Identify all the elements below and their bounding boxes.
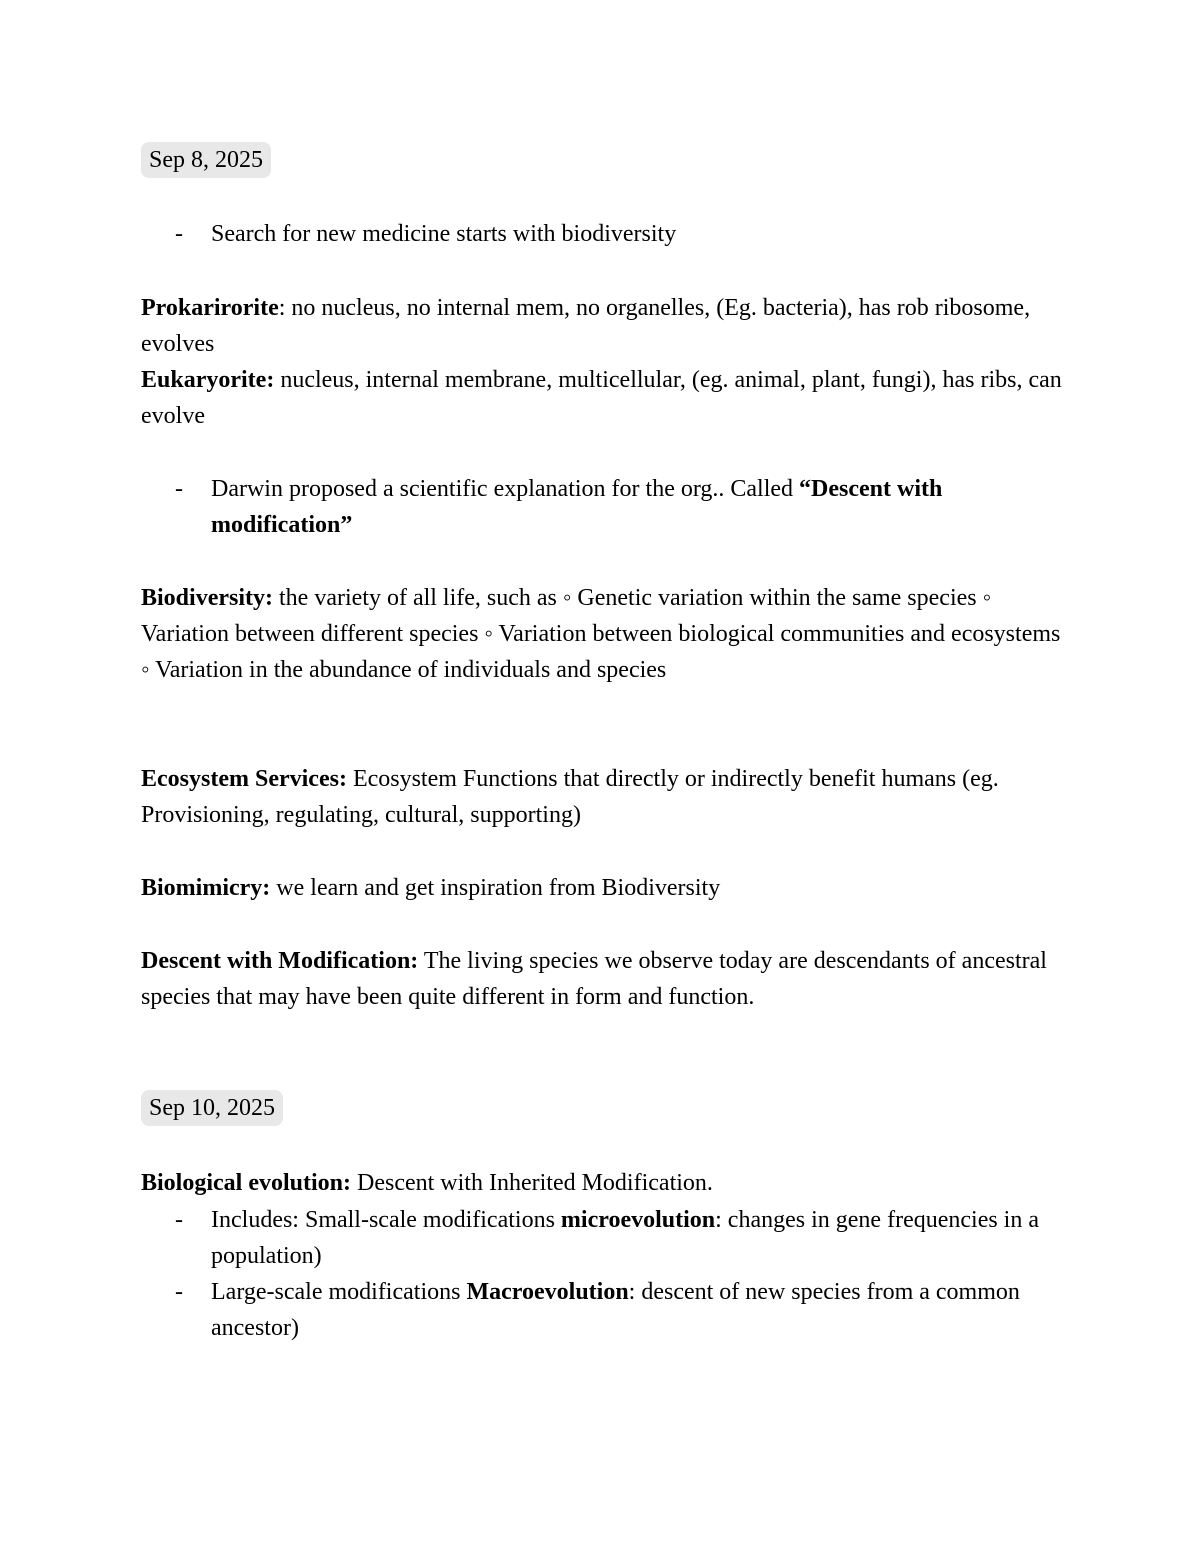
bullet-text-bold: microevolution (560, 1207, 716, 1233)
evolution-definition (141, 1165, 1071, 1201)
ecosystem-services-definition (141, 761, 1071, 833)
date-chip-sep-8[interactable]: Sep 8, 2025 (141, 142, 271, 178)
list-item (141, 471, 1071, 543)
bullet-text (211, 1202, 1071, 1274)
bullet-text-plain: : descent of new species from a common ancestor) (211, 1279, 1020, 1341)
definition: Descent with Inherited Modification. (351, 1170, 713, 1196)
term: Ecosystem Services: (141, 766, 347, 792)
definition: nucleus, internal membrane, multicellular, (eg. animal, plant, fungi), has ribs, can evolve (141, 367, 1062, 429)
definition: the variety of all life, such as ◦ Genetic variation within the same species ◦ Variation between different species ◦ Variation between biological communities and ecosystems ◦ Variation in the abundance of individuals and species (141, 585, 1061, 683)
bullet-text (211, 1274, 1071, 1346)
term: Biomimicry: (141, 875, 271, 901)
bullet-text-plain: : changes in gene frequencies in a population) (211, 1207, 1039, 1269)
bullet-text-plain: Includes: Small-scale modifications (211, 1207, 561, 1233)
term: Descent with Modification: (141, 948, 419, 974)
biomimicry-definition (141, 870, 1071, 906)
bullet-text (211, 471, 1071, 543)
list-item (141, 1274, 1071, 1346)
prokaryote-definition (141, 290, 1071, 362)
definition: : no nucleus, no internal mem, no organelles, (Eg. bacteria), has rob ribosome, evolves (141, 295, 1031, 357)
term: Biological evolution: (141, 1170, 351, 1196)
bullet-text-bold: “Descent with modification” (211, 476, 943, 538)
term: Eukaryorite: (141, 367, 275, 393)
date-chip-sep-10[interactable]: Sep 10, 2025 (141, 1090, 283, 1126)
biodiversity-definition (141, 580, 1071, 688)
definition: The living species we observe today are descendants of ancestral species that may have been quite different in form and function. (141, 948, 1047, 1010)
term: Prokarirorite (141, 295, 279, 321)
descent-definition (141, 943, 1071, 1015)
bullet-dash: - (175, 1279, 183, 1305)
bullet-text: Search for new medicine starts with biodiversity (211, 221, 677, 247)
bullet-text-bold: Macroevolution (466, 1279, 629, 1305)
bullet-dash: - (175, 1207, 183, 1233)
bullet-dash: - (175, 476, 183, 502)
bullet-text-plain: Large-scale modifications (211, 1279, 467, 1305)
list-item (141, 216, 1071, 252)
bullet-text-plain: Darwin proposed a scientific explanation for the org.. Called (211, 476, 800, 502)
eukaryote-definition (141, 362, 1071, 434)
bullet-dash: - (175, 221, 183, 247)
term: Biodiversity: (141, 585, 273, 611)
list-item (141, 1202, 1071, 1274)
definition: we learn and get inspiration from Biodiversity (270, 875, 721, 901)
definition: Ecosystem Functions that directly or indirectly benefit humans (eg. Provisioning, regulating, cultural, supporting) (141, 766, 999, 828)
